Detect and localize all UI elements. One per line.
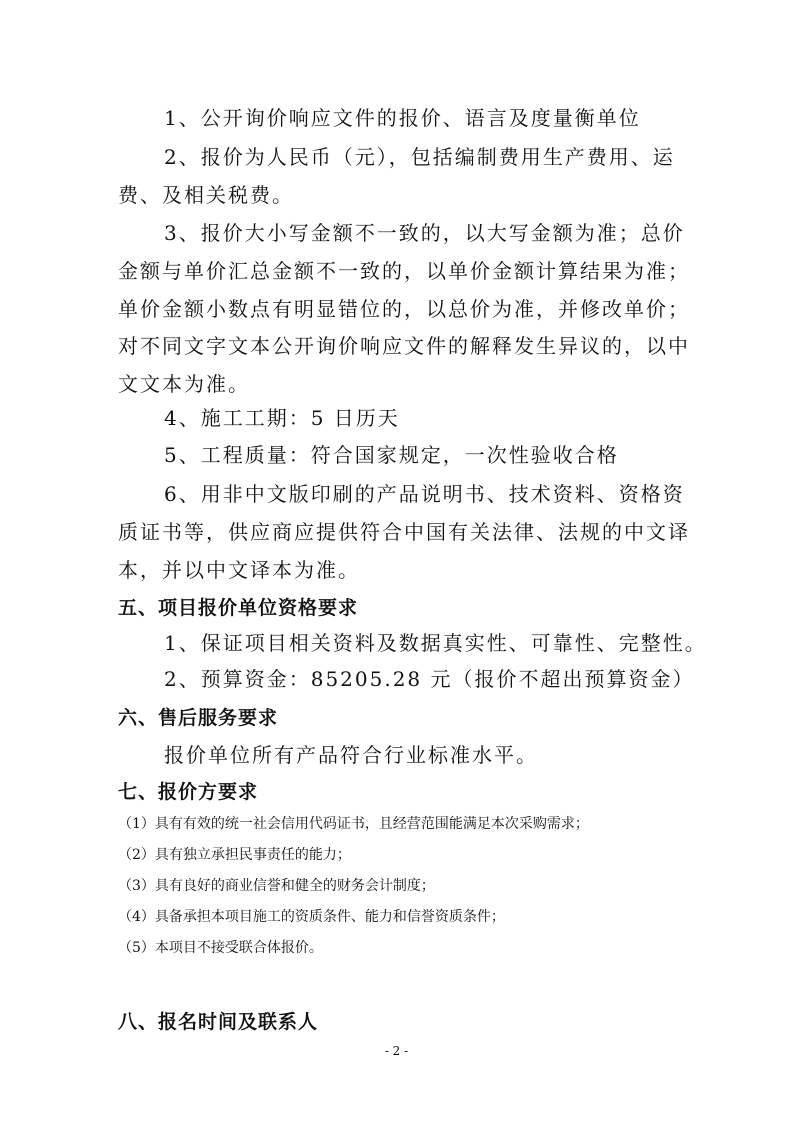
paragraph-translation-line3: 本，并以中文译本为准。: [118, 558, 360, 582]
section7-item: （5）本项目不接受联合体报价。: [118, 940, 323, 956]
paragraph-amount-rules-line3: 单价金额小数点有明显错位的，以总价为准，并修改单价；: [118, 297, 690, 321]
section6-heading: 六、售后服务要求: [118, 707, 279, 729]
section6-text: 报价单位所有产品符合行业标准水平。: [164, 743, 538, 767]
section7-item: （3）具有良好的商业信誉和健全的财务会计制度；: [118, 878, 435, 894]
paragraph-translation-line1: 6、用非中文版印刷的产品说明书、技术资料、资格资: [164, 482, 685, 506]
paragraph-amount-rules-line2: 金额与单价汇总金额不一致的，以单价金额计算结果为准；: [118, 259, 690, 283]
section5-item1: 1、保证项目相关资料及数据真实性、可靠性、完整性。: [164, 631, 707, 655]
paragraph-translation-line2: 质证书等，供应商应提供符合中国有关法律、法规的中文译: [118, 520, 690, 544]
paragraph-price-currency-line2: 费、及相关税费。: [118, 183, 294, 207]
section7-item: （2）具有独立承担民事责任的能力；: [118, 847, 351, 863]
page-number: - 2 -: [384, 1044, 409, 1058]
paragraph-quality: 5、工程质量：符合国家规定，一次性验收合格: [164, 443, 619, 467]
section8-heading: 八、报名时间及联系人: [118, 1011, 319, 1033]
paragraph-quote-units: 1、公开询价响应文件的报价、语言及度量衡单位: [164, 106, 641, 130]
paragraph-amount-rules-line5: 文文本为准。: [118, 372, 250, 396]
paragraph-amount-rules-line1: 3、报价大小写金额不一致的，以大写金额为准；总价: [164, 221, 685, 245]
section7-item: （1）具有有效的统一社会信用代码证书，且经营范围能满足本次采购需求；: [118, 816, 589, 832]
paragraph-construction-period: 4、施工工期：5 日历天: [164, 406, 400, 430]
section7-item: （4）具备承担本项目施工的资质条件、能力和信誉资质条件；: [118, 909, 505, 925]
paragraph-price-currency-line1: 2、报价为人民币（元），包括编制费用生产费用、运: [164, 145, 675, 169]
section7-heading: 七、报价方要求: [118, 781, 259, 803]
section5-heading: 五、项目报价单位资格要求: [118, 597, 359, 619]
paragraph-amount-rules-line4: 对不同文字文本公开询价响应文件的解释发生异议的，以中: [118, 334, 690, 358]
section5-item2: 2、预算资金：85205.28 元（报价不超出预算资金）: [164, 667, 695, 691]
